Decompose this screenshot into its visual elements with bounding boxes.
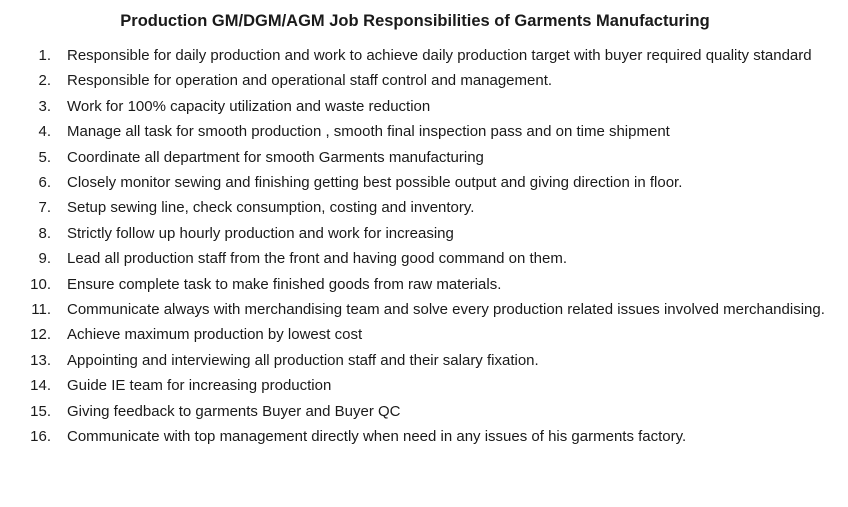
list-item-text: Manage all task for smooth production , smooth final inspection pass and on time shipment: [67, 123, 670, 141]
list-item-number: 9.: [38, 250, 51, 268]
list-item-number: 8.: [38, 224, 51, 242]
list-item-text: Ensure complete task to make finished goods from raw materials.: [67, 275, 502, 293]
list-item-number: 11.: [31, 301, 51, 319]
list-item-text: Giving feedback to garments Buyer and Buyer QC: [67, 402, 401, 420]
list-item: [0, 246, 848, 271]
list-item: [0, 322, 848, 347]
responsibilities-list: [0, 43, 848, 450]
list-item-text: Guide IE team for increasing production: [67, 377, 332, 395]
list-item-text: Communicate with top management directly when need in any issues of his garments factory.: [67, 428, 687, 446]
list-item: [0, 424, 848, 449]
list-item-number: 16.: [30, 428, 51, 446]
list-item-number: 15.: [30, 402, 51, 420]
list-item-text: Achieve maximum production by lowest cost: [67, 326, 363, 344]
list-item-text: Responsible for daily production and work to achieve daily production target with buyer required quality standard: [67, 47, 812, 64]
list-item: [0, 94, 848, 119]
list-item: [0, 272, 848, 297]
list-item: [0, 373, 848, 398]
list-item-number: 14.: [30, 377, 51, 395]
list-item-number: 3.: [38, 97, 51, 115]
list-item-number: 5.: [38, 148, 51, 166]
list-item: [0, 170, 848, 195]
list-item: [0, 43, 848, 68]
list-item: [0, 399, 848, 424]
list-item-text: Work for 100% capacity utilization and waste reduction: [67, 97, 431, 115]
list-item-number: 10.: [30, 275, 51, 293]
list-item-number: 6.: [38, 174, 51, 192]
list-item-number: 1.: [38, 47, 51, 64]
list-item: [0, 297, 848, 322]
list-item-text: Setup sewing line, check consumption, costing and inventory.: [67, 199, 475, 217]
list-item-text: Appointing and interviewing all production staff and their salary fixation.: [67, 351, 539, 369]
list-item-number: 4.: [38, 123, 51, 141]
list-item-text: Strictly follow up hourly production and work for increasing: [67, 224, 454, 242]
list-item-text: Responsible for operation and operational staff control and management.: [67, 72, 553, 90]
list-item-number: 2.: [38, 72, 51, 90]
list-item: [0, 68, 848, 93]
list-item-text: Coordinate all department for smooth Garments manufacturing: [67, 148, 484, 166]
list-item: [0, 348, 848, 373]
list-item: [0, 145, 848, 170]
list-item: [0, 119, 848, 144]
list-item-text: Closely monitor sewing and finishing getting best possible output and giving direction in floor.: [67, 174, 683, 192]
list-item-text: Communicate always with merchandising team and solve every production related issues involved merchandising.: [67, 301, 825, 319]
list-item-number: 12.: [30, 326, 51, 344]
list-item-text: Lead all production staff from the front and having good command on them.: [67, 250, 568, 268]
document-title: Production GM/DGM/AGM Job Responsibilities of Garments Manufacturing: [120, 12, 710, 30]
list-item-number: 13.: [30, 351, 51, 369]
list-item-number: 7.: [38, 199, 51, 217]
list-item: [0, 221, 848, 246]
list-item: [0, 195, 848, 220]
